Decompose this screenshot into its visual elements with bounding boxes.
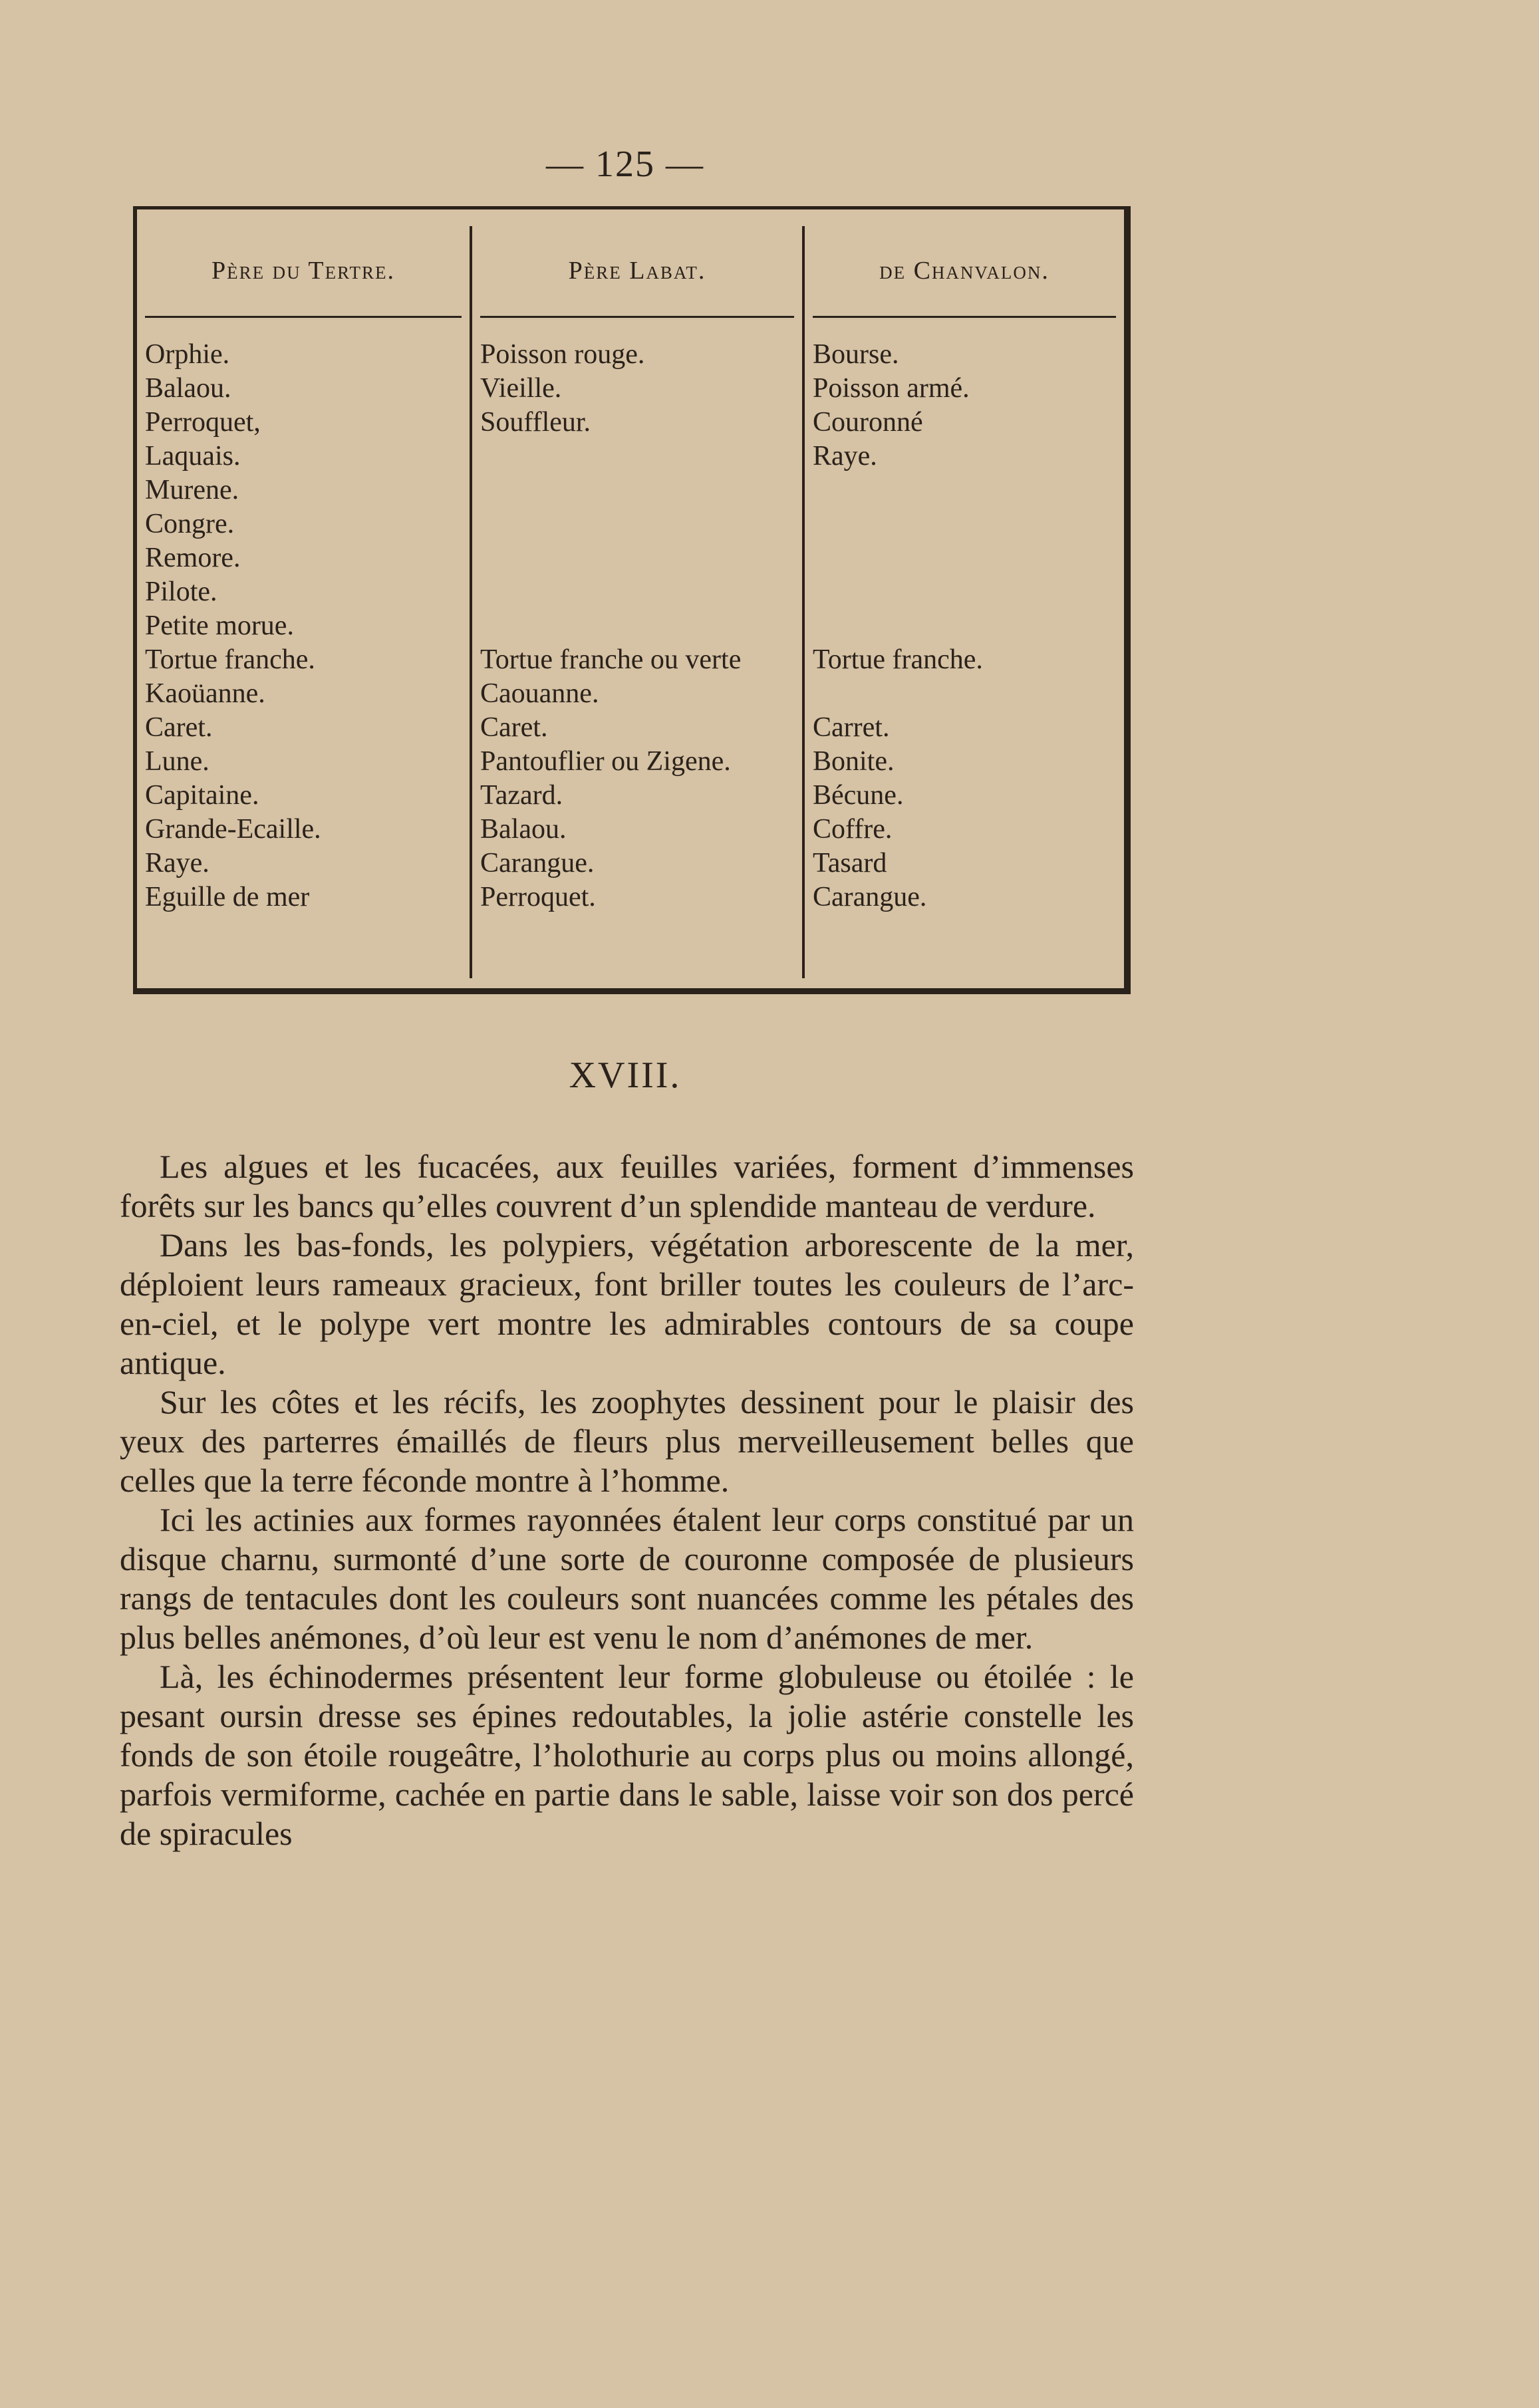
table-cell: Pilote. — [145, 577, 217, 607]
table-cell: Carangue. — [813, 882, 927, 912]
table-cell: Raye. — [813, 441, 877, 471]
table-cell: Balaou. — [145, 373, 231, 404]
table-cell: Caret. — [480, 712, 548, 743]
table-cell — [813, 677, 1124, 711]
table-cell: Tazard. — [480, 780, 563, 811]
table-cell: Caret. — [145, 712, 213, 743]
table-cell: Tortue franche. — [813, 644, 983, 675]
table-cell: Remore. — [145, 543, 241, 573]
column-pere-du-tertre — [137, 223, 470, 982]
table-cell: Congre. — [145, 509, 235, 539]
table-cell: Capitaine. — [145, 780, 259, 811]
header-rule — [813, 316, 1116, 318]
table-cell: Tortue franche ou verte — [480, 644, 742, 675]
table-cell: Petite morue. — [145, 610, 294, 641]
table-cell: Poisson rouge. — [480, 339, 645, 370]
table-cell — [813, 541, 1124, 575]
table-cell: Coffre. — [813, 814, 893, 845]
table-cell: Grande-Ecaille. — [145, 814, 321, 845]
table-cell: Souffleur. — [480, 407, 591, 438]
column-pere-labat — [472, 223, 802, 982]
table-cell — [813, 575, 1124, 609]
species-list — [805, 338, 1124, 914]
table-cell: Poisson armé. — [813, 373, 970, 404]
body-text — [120, 1147, 1134, 1853]
table-cell — [813, 609, 1124, 643]
table-cell: Vieille. — [480, 373, 562, 404]
paragraph: Les algues et les fucacées, aux feuilles variées, forment d’immenses forêts sur les bancs qu’elles couvrent d’un splendide manteau de verdure. — [120, 1148, 1134, 1224]
column-header: de Chanvalon. — [879, 257, 1049, 285]
column-header: Père du Tertre. — [211, 257, 396, 285]
table-cell: Perroquet, — [145, 407, 261, 438]
table-cell — [480, 440, 802, 473]
table-cell: Caouanne. — [480, 678, 599, 709]
species-list — [472, 338, 802, 914]
table-cell — [480, 473, 802, 507]
table-cell — [480, 575, 802, 609]
table-cell: Kaoüanne. — [145, 678, 265, 709]
table-cell — [480, 609, 802, 643]
table-cell: Carangue. — [480, 848, 595, 878]
table-cell: Carret. — [813, 712, 890, 743]
table-cell: Laquais. — [145, 441, 241, 471]
table-cell: Orphie. — [145, 339, 230, 370]
table-cell: Tortue franche. — [145, 644, 315, 675]
table-cell — [813, 473, 1124, 507]
table-cell: Perroquet. — [480, 882, 596, 912]
paragraph: Ici les actinies aux formes rayonnées étalent leur corps constitué par un disque charnu, surmonté d’une sorte de couronne composée de plusieurs rangs de tentacules dont les couleurs sont nuancées comme les pétales des plus belles anémones, d’où leur est venu le nom d’anémones de mer. — [120, 1501, 1134, 1656]
header-rule — [145, 316, 462, 318]
paragraph: Là, les échinodermes présentent leur forme globuleuse ou étoilée : le pesant oursin dresse ses épines redoutables, la jolie astérie constelle les fonds de son étoile rougeâtre, l’holothurie au corps plus ou moins allongé, parfois vermiforme, cachée en partie dans le sable, laisse voir son dos percé de spiracules — [120, 1658, 1134, 1852]
page-number: — 125 — — [546, 144, 704, 185]
table-cell: Balaou. — [480, 814, 567, 845]
paragraph: Dans les bas-fonds, les polypiers, végétation arborescente de la mer, déploient leurs rameaux gracieux, font briller toutes les couleurs de l’arc-en-ciel, et le polype vert montre les admirables contours de sa coupe antique. — [120, 1226, 1134, 1381]
table-cell: Bonite. — [813, 746, 895, 777]
paragraph: Sur les côtes et les récifs, les zoophytes dessinent pour le plaisir des yeux des parterres émaillés de fleurs plus merveilleusement belles que celles que la terre féconde montre à l’homme. — [120, 1383, 1134, 1499]
column-de-chanvalon — [805, 223, 1124, 982]
table-cell: Bécune. — [813, 780, 904, 811]
table-cell — [813, 507, 1124, 541]
species-list — [137, 338, 470, 914]
section-heading: XVIII. — [569, 1055, 682, 1096]
table-cell — [480, 507, 802, 541]
column-header: Père Labat. — [568, 257, 706, 285]
table-cell: Murene. — [145, 475, 239, 505]
table-cell: Lune. — [145, 746, 210, 777]
header-rule — [480, 316, 794, 318]
table-cell — [480, 541, 802, 575]
table-cell: Pantouflier ou Zigene. — [480, 746, 731, 777]
species-table — [133, 206, 1131, 994]
table-cell: Raye. — [145, 848, 210, 878]
table-cell: Eguille de mer — [145, 882, 310, 912]
table-cell: Tasard — [813, 848, 887, 878]
table-cell: Bourse. — [813, 339, 899, 370]
table-cell: Couronné — [813, 407, 923, 438]
